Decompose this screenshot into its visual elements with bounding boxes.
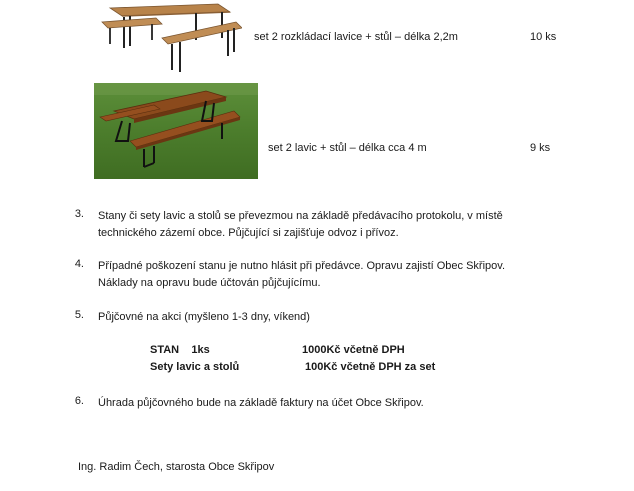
price-row-1-price: 1000Kč včetně DPH xyxy=(302,344,405,356)
point-5-number: 5. xyxy=(74,309,84,321)
point-4-line-1: Případné poškození stanu je nutno hlásit při předávce. Opravu zajistí Obec Skřipov. xyxy=(98,260,506,272)
point-5-text xyxy=(98,309,538,326)
signature: Ing. Radim Čech, starosta Obce Skřipov xyxy=(78,461,275,473)
point-5-line-1: Půjčovné na akci (myšleno 1-3 dny, víkend) xyxy=(98,311,310,323)
point-4-text xyxy=(98,258,538,292)
rental-item-2-quantity: 9 ks xyxy=(530,142,551,154)
point-3-line-2: technického zázemí obce. Půjčující si zajišťuje odvoz i přívoz. xyxy=(98,227,399,239)
long-bench-set-image xyxy=(94,83,258,179)
point-6-text xyxy=(98,395,538,412)
rental-item-1-description: set 2 rozkládací lavice + stůl – délka 2,2m xyxy=(254,31,458,43)
point-6-number: 6. xyxy=(74,395,84,407)
price-row-2-item: Sety lavic a stolů xyxy=(150,361,240,373)
price-row-2-price: 100Kč včetně DPH za set xyxy=(305,361,436,373)
point-3-number: 3. xyxy=(74,208,84,220)
point-3-text xyxy=(98,208,538,242)
price-row-1-item: STAN 1ks xyxy=(150,344,210,356)
point-4-line-2: Náklady na opravu bude účtován půjčujícímu. xyxy=(98,277,321,289)
point-4-number: 4. xyxy=(74,258,84,270)
point-6-line-1: Úhrada půjčovného bude na základě faktury na účet Obce Skřipov. xyxy=(98,397,424,409)
folding-bench-set-image xyxy=(100,0,242,74)
point-3-line-1: Stany či sety lavic a stolů se převezmou na základě předávacího protokolu, v místě xyxy=(98,210,503,222)
rental-item-2-description: set 2 lavic + stůl – délka cca 4 m xyxy=(268,142,427,154)
rental-item-1-quantity: 10 ks xyxy=(530,31,557,43)
